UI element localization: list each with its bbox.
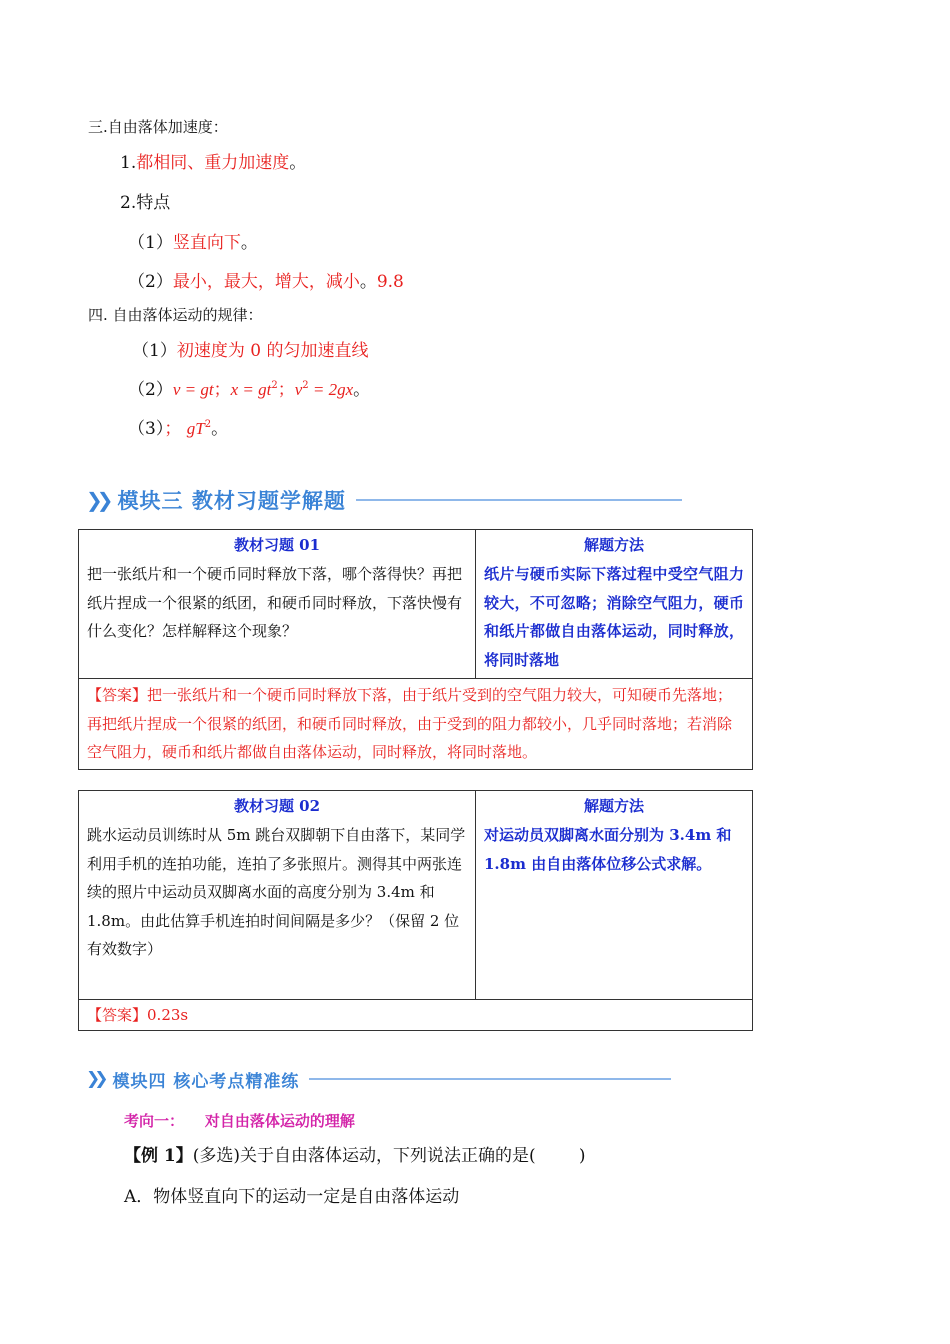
sub1-suffix: 。 <box>240 233 258 253</box>
sub2-answer: 最小，最大，增大，减小 <box>172 272 360 292</box>
example1-question: (多选)关于自由落体运动，下列说法正确的是( ) <box>192 1146 586 1166</box>
exercise2-method-cell <box>476 791 753 1000</box>
section3-item1 <box>120 148 306 173</box>
exercise2-question-cell <box>79 791 476 1000</box>
sub1-prefix: （1） <box>128 233 173 253</box>
exercise2-table <box>78 790 753 1031</box>
law2-v2-base: v <box>294 380 303 399</box>
item1-suffix: 。 <box>289 153 307 173</box>
example1-option-a: A．物体竖直向下的运动一定是自由落体运动 <box>124 1187 460 1207</box>
exercise2-question: 跳水运动员训练时从 5m 跳台双脚朝下自由落下，某同学利用手机的连拍功能，连拍了多张照片。测得其中两张连续的照片中运动员双脚离水面的高度分别为 3.4m 和 1.8m。由此估算手机连拍时间间隔是多少？（保留 2 位有效数字） <box>87 826 466 958</box>
law2-sep1: ； <box>213 380 231 400</box>
exercise1-question: 把一张纸片和一个硬币同时释放下落，哪个落得快？再把纸片捏成一个很紧的纸团，和硬币同时释放，下落快慢有什么变化？怎样解释这个现象？ <box>87 565 463 640</box>
exercise1-answer: 【答案】把一张纸片和一个硬币同时释放下落，由于纸片受到的空气阻力较大，可知硬币先落地；再把纸片捏成一个很紧的纸团，和硬币同时释放，由于受到的阻力都较小，几乎同时落地；若消除空气阻力，硬币和纸片都做自由落体运动，同时释放，将同时落地。 <box>79 679 753 770</box>
exercise1-table <box>78 529 753 770</box>
law3-gT: gT <box>186 419 205 438</box>
section3-heading: 三.自由落体加速度： <box>88 118 228 136</box>
module4-banner <box>86 1062 671 1096</box>
section3-sub2 <box>128 267 404 292</box>
section3-sub1 <box>128 228 258 253</box>
double-chevron-icon: ❯❯ <box>86 1069 103 1089</box>
sub2-mid: 。 <box>359 272 377 292</box>
exercise2-answer <box>79 1000 753 1031</box>
law3-exponent: 2 <box>204 419 212 430</box>
law-2 <box>128 375 370 400</box>
topic1-label: 考向一： 对自由落体运动的理解 <box>124 1112 355 1130</box>
exercise2-header-left: 教材习题 02 <box>233 797 321 815</box>
law2-v2-rest: = 2gx <box>308 380 354 399</box>
law2-x-exponent: 2 <box>271 380 278 391</box>
law1-prefix: （1） <box>132 341 177 361</box>
law-3 <box>128 414 228 439</box>
exercise2-answer-value: 0.23s <box>147 1006 189 1024</box>
law2-sep2: ； <box>277 380 295 400</box>
law1-answer: 初速度为 0 的匀加速直线 <box>176 341 369 361</box>
item1-answer: 都相同、重力加速度 <box>136 153 290 173</box>
law3-prefix: （3） <box>128 419 165 439</box>
exercise1-question-cell <box>79 530 476 679</box>
exercise2-answer-tag: 【答案】 <box>87 1006 148 1024</box>
double-chevron-icon: ❯❯ <box>86 488 108 512</box>
exercise1-method: 纸片与硬币实际下落过程中受空气阻力较大，不可忽略；消除空气阻力，硬币和纸片都做自由落体运动，同时释放，将同时落地 <box>484 565 744 669</box>
section3-item2: 2.特点 <box>120 193 171 213</box>
exercise2-header-right: 解题方法 <box>583 797 644 815</box>
exercise1-method-cell <box>476 530 753 679</box>
law2-v-formula: v = gt <box>172 380 214 399</box>
module4-title: 模块四 核心考点精准练 <box>112 1071 300 1092</box>
exercise1-header-right: 解题方法 <box>583 536 644 554</box>
sub2-prefix: （2） <box>128 272 173 292</box>
section4-heading: 四. 自由落体运动的规律： <box>88 306 263 324</box>
module3-banner <box>86 483 682 517</box>
module4-rule <box>309 1078 671 1080</box>
exercise2-method: 对运动员双脚离水面分别为 3.4m 和 1.8m 由自由落体位移公式求解。 <box>484 826 732 873</box>
module3-title: 模块三 教材习题学解题 <box>117 489 346 513</box>
law2-prefix: （2） <box>128 380 173 400</box>
law3-end: 。 <box>211 419 229 439</box>
sub1-answer: 竖直向下 <box>172 233 241 253</box>
example1-stem <box>124 1141 586 1166</box>
example1-tag: 【例 1】 <box>124 1146 193 1166</box>
sub2-value: 9.8 <box>376 272 404 292</box>
item1-prefix: 1. <box>120 153 137 173</box>
law-1 <box>132 336 368 361</box>
law2-end: 。 <box>353 380 371 400</box>
law3-sep: ； <box>164 419 182 439</box>
law2-v2-exponent: 2 <box>302 380 309 391</box>
module3-rule <box>356 499 682 501</box>
law2-x-formula: x = gt <box>230 380 272 399</box>
exercise1-header-left: 教材习题 01 <box>233 536 321 554</box>
